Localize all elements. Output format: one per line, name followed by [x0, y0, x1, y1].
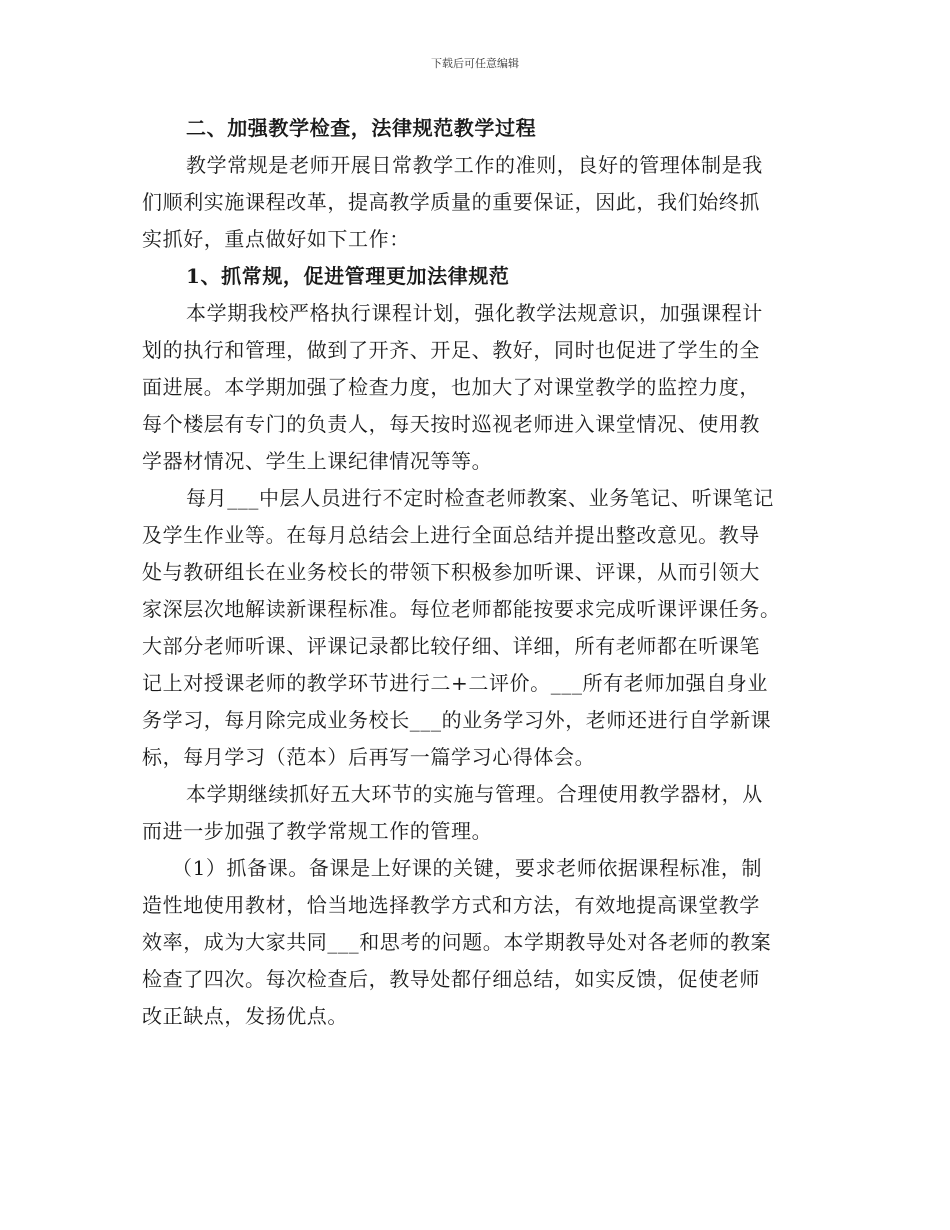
paragraph-line: 面进展。本学期加强了检查力度，也加大了对课堂教学的监控力度， [142, 375, 760, 399]
paragraph-line: 改正缺点，发扬优点。 [142, 1004, 348, 1028]
paragraph-line: 造性地使用教材，恰当地选择教学方式和方法，有效地提高课堂教学 [142, 893, 760, 917]
paragraph-line: 划的执行和管理，做到了开齐、开足、教好，同时也促进了学生的全 [142, 338, 760, 362]
paragraph-line: 检查了四次。每次检查后，教导处都仔细总结，如实反馈，促使老师 [142, 967, 760, 991]
paragraph-line: 务学习，每月除完成业务校长___的业务学习外，老师还进行自学新课 [142, 708, 772, 732]
paragraph-line: 标，每月学习（范本）后再写一篇学习心得体会。 [142, 745, 596, 769]
intro-paragraph [142, 147, 822, 258]
section-heading: 二、加强教学检查，法律规范教学过程 [186, 116, 537, 140]
paragraph-line: 记上对授课老师的教学环节进行二+二评价。___所有老师加强自身业 [142, 671, 768, 695]
paragraph-3 [142, 776, 822, 850]
paragraph-line: 本学期继续抓好五大环节的实施与管理。合理使用教学器材，从 [186, 782, 763, 806]
paragraph-line: 效率，成为大家共同___和思考的问题。本学期教导处对各老师的教案 [142, 930, 772, 954]
paragraph-line: 处与教研组长在业务校长的带领下积极参加听课、评课，从而引领大 [142, 560, 760, 584]
paragraph-line: （1）抓备课。备课是上好课的关键，要求老师依据课程标准，制 [172, 856, 763, 880]
paragraph-line: 每月___中层人员进行不定时检查老师教案、业务笔记、听课笔记 [186, 486, 774, 510]
document-body [142, 110, 822, 1035]
paragraph-line: 及学生作业等。在每月总结会上进行全面总结并提出整改意见。教导 [142, 523, 760, 547]
paragraph-line: 本学期我校严格执行课程计划，强化教学法规意识，加强课程计 [186, 301, 763, 325]
paragraph-line: 而进一步加强了教学常规工作的管理。 [142, 819, 493, 843]
paragraph-4 [142, 850, 822, 1035]
paragraph-line: 大部分老师听课、评课记录都比较仔细、详细，所有老师都在听课笔 [142, 634, 760, 658]
paragraph-1 [142, 295, 822, 480]
page-header-note: 下载后可任意编辑 [431, 57, 519, 70]
paragraph-line: 们顺利实施课程改革，提高教学质量的重要保证，因此，我们始终抓 [142, 190, 760, 214]
paragraph-line: 学器材情况、学生上课纪律情况等等。 [142, 449, 493, 473]
paragraph-line: 每个楼层有专门的负责人，每天按时巡视老师进入课堂情况、使用教 [142, 412, 760, 436]
paragraph-line: 实抓好，重点做好如下工作： [142, 227, 410, 251]
paragraph-line: 教学常规是老师开展日常教学工作的准则，良好的管理体制是我 [186, 153, 763, 177]
paragraph-line: 家深层次地解读新课程标准。每位老师都能按要求完成听课评课任务。 [142, 597, 781, 621]
paragraph-2 [142, 480, 822, 776]
sub-heading: 1、抓常规，促进管理更加法律规范 [186, 264, 510, 288]
